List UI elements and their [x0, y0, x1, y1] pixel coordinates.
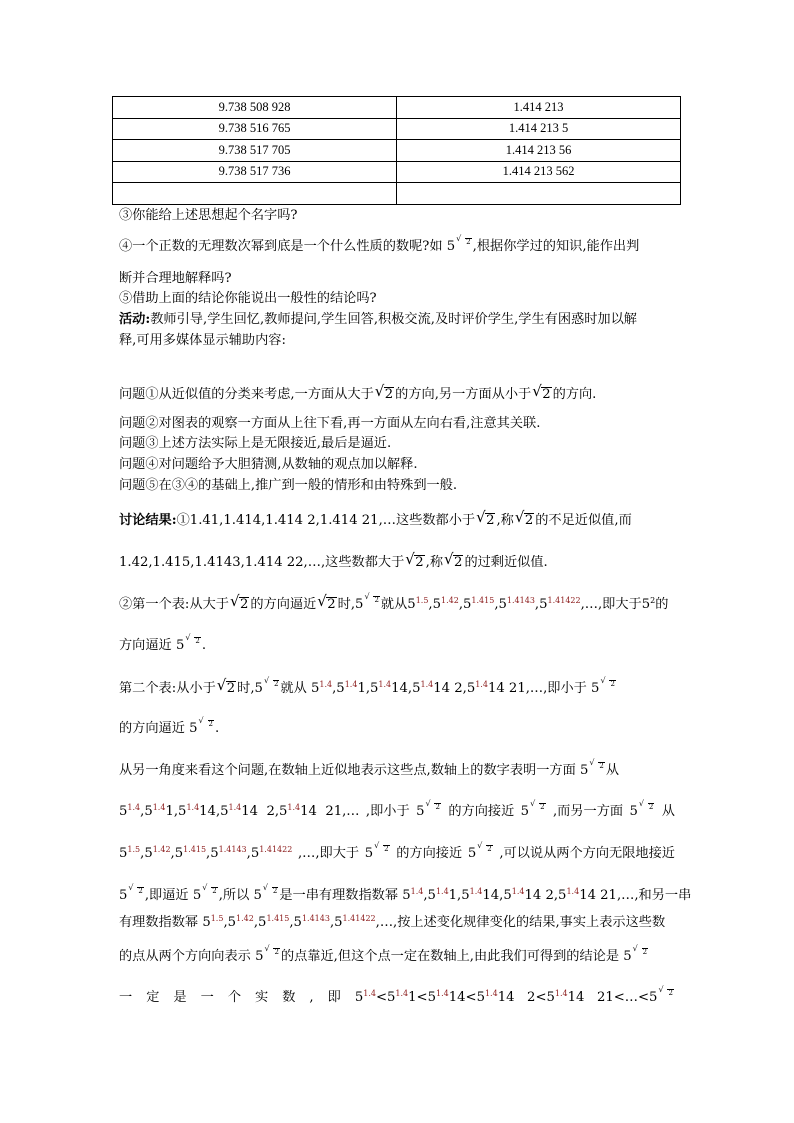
- axis-para-5: 有理数指数幂 $5^{1.5},5^{1.42},5^{1.415},5^{1.4143},5^{1.41422},\dots$,按上述变化规律变化的结果,事实上表示这些数: [119, 914, 666, 930]
- exponent-value-cell: 1.414 213 562: [397, 161, 681, 183]
- first-table-line: ②第一个表:从大于 √ 2 的方向逼近 √ 2 时,5 √ 2 就从$5^{1.5},5^{1.42},5^{1.415},5^{1.4143},5^{1.41422},\dots$,即大于$5^2$的: [119, 592, 669, 612]
- problem-4: 问题④对问题给予大胆猜测,从数轴的观点加以解释.: [119, 457, 418, 472]
- table-row: [113, 183, 681, 205]
- activity-cont: 释,可用多媒体显示辅助内容:: [119, 333, 286, 348]
- approximation-table: [112, 96, 681, 205]
- spaced-char: 即: [327, 990, 341, 1005]
- result-2: 1.42,1.415,1.4143,1.414 22,…,这些数都大于 √ 2 ,称 √ 2 的过剩近似值.: [119, 550, 548, 570]
- exponent-value-cell: 1.414 213 56: [397, 140, 681, 162]
- spaced-char: 定: [146, 990, 160, 1005]
- question-4-cont: 断并合理地解释吗?: [119, 271, 232, 286]
- axis-para-1: 从另一角度来看这个问题,在数轴上近似地表示这些点,数轴上的数字表明一方面 5 √ 2 从: [119, 758, 620, 778]
- spaced-char: 个: [227, 990, 241, 1005]
- axis-para-6: 的点从两个方向向表示 5 √ 2 的点靠近,但这个点一定在数轴上,由此我们可得到的结论是 5 √ 2: [119, 944, 648, 964]
- question-4: ④一个正数的无理数次幂到底是一个什么性质的数呢?如 5 √ 2 ,根据你学过的知识,能作出判: [119, 234, 640, 254]
- table-row: [113, 161, 681, 183]
- table-row: [113, 118, 681, 140]
- exponent-value-cell: [397, 183, 681, 205]
- problem-1: 问题①从近似值的分类来考虑,一方面从大于 √ 2 的方向,另一方面从小于 √ 2 的方向.: [119, 382, 597, 402]
- power-value-cell: 9.738 517 705: [113, 140, 397, 162]
- spaced-char: 实: [255, 990, 269, 1005]
- result-1: 讨论结果:①1.41,1.414,1.414 2,1.414 21,…这些数都小于 √ 2 ,称 √ 2 的不足近似值,而: [119, 508, 632, 528]
- question-5: ⑤借助上面的结论你能说出一般性的结论吗?: [119, 291, 377, 306]
- second-table-cont: 的方向逼近 5 √ 2 .: [119, 716, 220, 736]
- second-table-line: 第二个表:从小于 √ 2 时,5 √ 2 就从 $5^{1.4},5^{1.4}1,5^{1.4}14,5^{1.4}14$ $2,5^{1.4}14$ 21,…,即小于 5 √ 2: [119, 676, 615, 696]
- question-3: ③你能给上述思想起个名字吗?: [119, 208, 298, 223]
- table-row: [113, 97, 681, 119]
- axis-para-3: $5^{1.5},5^{1.42},5^{1.415},5^{1.4143},5^{1.41422}$ ,…,即大于 5 √ 2 的方向接近 5 √ 2 ,可以说从两个方向无限地接近: [119, 841, 675, 861]
- spaced-char: ,: [309, 990, 314, 1005]
- power-value-cell: 9.738 517 736: [113, 161, 397, 183]
- table-row: [113, 140, 681, 162]
- power-value-cell: 9.738 508 928: [113, 97, 397, 119]
- exponent-value-cell: 1.414 213 5: [397, 118, 681, 140]
- problem-2: 问题②对图表的观察一方面从上往下看,再一方面从左向右看,注意其关联.: [119, 416, 541, 431]
- spaced-char: 数: [282, 990, 296, 1005]
- problem-5: 问题⑤在③④的基础上,推广到一般的情形和由特殊到一般.: [119, 478, 458, 493]
- spaced-char: 一: [200, 990, 214, 1005]
- axis-para-7: [119, 985, 675, 1005]
- axis-para-4: 5 √ 2 ,即逼近 5 √ 2 ,所以 5 √ 2 是一串有理数指数幂 $5^{1.4},5^{1.4}1,5^{1.4}14,5^{1.4}14$ $2,5^{1.4}14$ 21,…,和另一串: [119, 883, 692, 903]
- first-table-cont: 方向逼近 5 √ 2 .: [119, 633, 207, 653]
- inequality-chain: $5^{1.4}<5^{1.4}1<5^{1.4}14<5^{1.4}14$ $2<5^{1.4}14$ 21<…<5 √ 2: [354, 985, 673, 1005]
- activity: 活动:教师引导,学生回忆,教师提问,学生回答,积极交流,及时评价学生,学生有困惑时加以解: [119, 312, 637, 327]
- power-value-cell: [113, 183, 397, 205]
- problem-3: 问题③上述方法实际上是无限接近,最后是逼近.: [119, 436, 392, 451]
- spaced-char: 一: [119, 990, 133, 1005]
- exponent-value-cell: 1.414 213: [397, 97, 681, 119]
- power-value-cell: 9.738 516 765: [113, 118, 397, 140]
- axis-para-2: $5^{1.4},5^{1.4}1,5^{1.4}14,5^{1.4}14$ $2,5^{1.4}14$ 21,… ,即小于 5 √ 2 的方向接近 5 √ 2 ,而另一方面 5 √ 2 从: [119, 799, 675, 819]
- spaced-char: 是: [173, 990, 187, 1005]
